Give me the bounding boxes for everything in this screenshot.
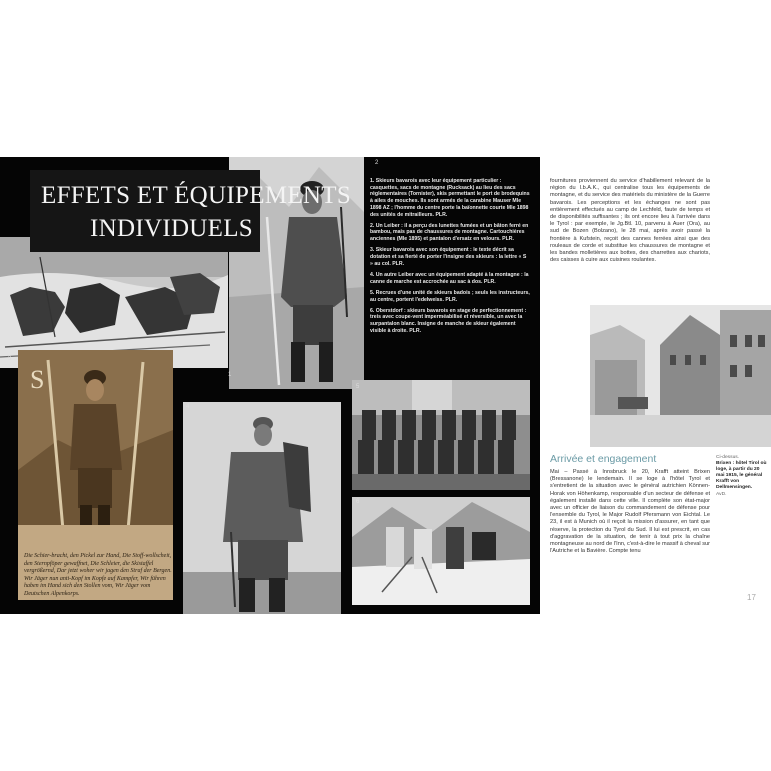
page-number: 17 bbox=[747, 593, 756, 602]
body-text-top: fournitures proviennent du service d'habillement relevant de la région du I.b.A.K., qui centralise tous les équipements de montagne, et du service des matériels du ministère de la Guerre bavarois. Les perceptions et les échanges ne sont pas entièrement effectués au camp de Lechfeld, faute de temps et de disponibilités suffisantes ; ils ont encore lieu à l'arrivée dans le Tyrol : par exemple, le Jg.Btl. 10, parvenu à Auer (Ora), au sud de Bozen (Bolzano), le 28 mai, après avoir passé la frontière à Kufstein, reçoit des cannes ferrées ainsi que des rouleaux de corde et substitue les chaussures de montagne et les bandes molletières aux bottes, des charrettes aux chariots, des caisses à cuire aux cuisines roulantes. bbox=[550, 178, 710, 264]
photo-number: 4 bbox=[186, 404, 190, 410]
photo-number: 6 bbox=[356, 499, 360, 505]
photo-group-recruits bbox=[352, 380, 530, 490]
title-box bbox=[30, 170, 352, 252]
section-heading: Arrivée et engagement bbox=[550, 453, 657, 465]
photo-number: 1 bbox=[228, 372, 232, 378]
caption-4: 4. Un autre Leiber avec un équipement adapté à la montagne : la canne de marche est accrochée au sac à dos. PLR. bbox=[370, 271, 529, 285]
photo-brixen-street bbox=[590, 305, 771, 447]
photo-skiers-in-snow bbox=[0, 237, 228, 368]
photo-number: 2 bbox=[375, 160, 379, 166]
side-caption bbox=[716, 455, 768, 498]
photo-leiber-backpack bbox=[183, 402, 341, 614]
side-caption-text: Brixen : hôtel Tirol où loge, à partir du 20 mai 1915, le général Krafft von Dellmensingen. bbox=[716, 461, 767, 491]
photo-number: 5 bbox=[356, 384, 360, 390]
caption-3: 3. Skieur bavarois avec son équipement : le texte décrit sa dotation et sa fierté de porter l'insigne des skieurs : la lettre « S » au col. PLR. bbox=[370, 247, 527, 267]
caption-6: 6. Oberstdorf : skieurs bavarois en stage de perfectionnement : treis avec coupe-vent imperméabilisé et réversible, un avec la surpantalon blanc. Insigne de manche de skieur également visible à droite. PLR. bbox=[370, 307, 527, 334]
postcard-caption: Die Schier-bracht, den Pickel zur Hand, Die Stoff-wollscheit, den Sternpföper gewaffnet, Die Schleier, die Skistaffel vergrößernd, Dar jetzt woher wir jagen den Straf der Bergen. Wir Jäger nun anti-Kopf im Kopfe auf Kampfer, Wir führen haben im Hand sich den Stollen vom, Wir Jäger vom Deutschen Alpenkorps. bbox=[24, 553, 172, 597]
caption-5: 5. Recrues d'une unité de skieurs badois ; seuls les instructeurs, au centre, portent l'edelweiss. PLR. bbox=[370, 289, 530, 303]
caption-1: 1. Skieurs bavarois avec leur équipement particulier : casquettes, sacs de montagne (Rucksack) au lieu des sacs réglementaires (Tornister), skis permettant le port de brodequins à ailes de mouches. Ils sont armés de la carabine Mauser Mle 1898 AZ ; l'homme du centre porte la baïonnette courte Mle 1898 des unités de mitrailleurs. PLR. bbox=[370, 178, 530, 218]
body-text-bottom: Mai – Passé à Innsbruck le 20, Krafft atteint Brixen (Bressanone) le lendemain. Il se loge à l'hôtel Tyrol et s'entretient de la situation avec le général autrichien Können-Horak von Höhenkamp, responsable d'un secteur de défense et également installé dans cette ville. Il complète son état-major avec un officier de liaison du commandement de défense pour l'ensemble du Tyrol, le Major Rudolf Pfersmann von Eichtal. Le 23, il est à Munich où il reçoit la mission d'assurer, en tant que réserve, la protection du Tyrol du Sud. Il lui est prescrit, en cas d'aggravation de la situation, de tenir à tout prix la chaîne montagneuse au nord de l'Inn, c'est-à-dire le massif à cheval sur l'Autriche et la Bavière. Compte tenu bbox=[550, 469, 710, 555]
title-line-1: EFFETS ET ÉQUIPEMENTS bbox=[41, 182, 352, 209]
title-line-2: INDIVIDUELS bbox=[90, 215, 253, 242]
photo-skiers-oberstdorf bbox=[352, 497, 530, 605]
svg-text:S: S bbox=[30, 365, 45, 394]
caption-2: 2. Un Leiber : il a perçu des lunettes fumées et un bâton ferré en bambou, mais pas de chaussures de montagne. Cartouchières anciennes (Mle 1895) et pantalon d'ersatz en velours. PLR. bbox=[370, 222, 529, 243]
photo-skier-sepia-postcard bbox=[18, 350, 173, 600]
side-caption-label: Ci-dessus. bbox=[716, 455, 740, 460]
photo-captions bbox=[370, 178, 530, 339]
side-caption-credit: AvD. bbox=[716, 491, 727, 497]
photo-number: 3 bbox=[8, 356, 12, 362]
